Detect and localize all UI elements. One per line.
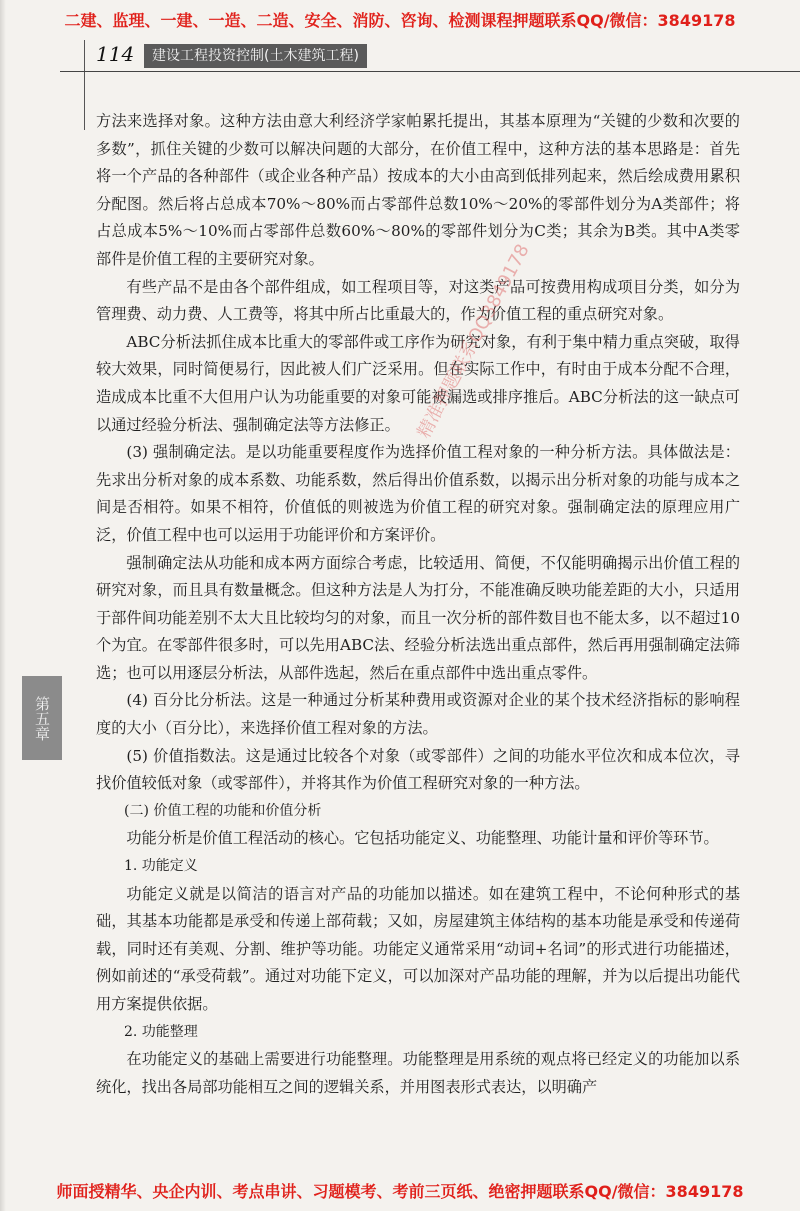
page-number: 114 — [96, 42, 135, 66]
paragraph-4: (3) 强制确定法。是以功能重要程度作为选择价值工程对象的一种分析方法。具体做法是：先求出分析对象的成本系数、功能系数，然后得出价值系数，以揭示出分析对象的功能与成本之间是否相符。如果不相符，价值低的则被选为价值工程的研究对象。强制确定法的原理应用广泛，价值工程中也可以运用于功能评价和方案评价。 — [96, 443, 740, 544]
paragraph-9: 功能定义就是以简洁的语言对产品的功能加以描述。如在建筑工程中，不论何种形式的基础，其基本功能都是承受和传递上部荷载；又如，房屋建筑主体结构的基本功能是承受和传递荷载，同时还有美观、分割、维护等功能。功能定义通常采用“动词+名词”的形式进行功能描述，例如前述的“承受荷载”。通过对功能下定义，可以加深对产品功能的理解，并为以后提出功能代用方案提供依据。 — [96, 884, 740, 1013]
header-rule — [60, 71, 800, 72]
bottom-ad-banner: 师面授精华、央企内训、考点串讲、习题模考、考前三页纸、绝密押题联系QQ/微信：3849178 — [56, 1182, 744, 1201]
subheading-function-definition: 1. 功能定义 — [124, 858, 198, 875]
chapter-tab: 第五章 — [22, 676, 62, 760]
page-edge-shadow — [0, 0, 6, 1211]
watermark-text: 精准押题联系QQ3849178 — [413, 240, 534, 442]
paragraph-3: ABC分析法抓住成本比重大的零部件或工序作为研究对象，有利于集中精力重点突破，取得较大效果，同时简便易行，因此被人们广泛采用。但在实际工作中，有时由于成本分配不合理，造成成本比重不大但用户认为功能重要的对象可能被漏选或排序推后。ABC分析法的这一缺点可以通过经验分析法、强制确定法等方法修正。 — [96, 332, 740, 434]
subheading-function-arrangement: 2. 功能整理 — [124, 1023, 198, 1040]
paragraph-5: 强制确定法从功能和成本两方面综合考虑，比较适用、简便，不仅能明确揭示出价值工程的研究对象，而且具有数量概念。但这种方法是人为打分，不能准确反映功能差距的大小，只适用于部件间功能差别不太大且比较均匀的对象，而且一次分析的部件数目也不能太多，以不超过10个为宜。在零部件很多时，可以先用ABC法、经验分析法选出重点部件，然后再用强制确定法筛选；也可以用逐层分析法，从部件选起，然后在重点部件中选出重点零件。 — [96, 553, 740, 682]
paragraph-8: 功能分析是价值工程活动的核心。它包括功能定义、功能整理、功能计量和评价等环节。 — [126, 829, 719, 848]
top-ad-banner: 二建、监理、一建、一造、二造、安全、消防、咨询、检测课程押题联系QQ/微信：3849178 — [64, 11, 736, 30]
body-text — [96, 108, 740, 1101]
paragraph-10: 在功能定义的基础上需要进行功能整理。功能整理是用系统的观点将已经定义的功能加以系统化，找出各局部功能相互之间的逻辑关系，并用图表形式表达，以明确产 — [96, 1050, 740, 1096]
paragraph-2: 有些产品不是由各个部件组成，如工程项目等，对这类产品可按费用构成项目分类，如分为管理费、动力费、人工费等，将其中所占比重最大的，作为价值工程的重点研究对象。 — [96, 277, 740, 324]
paragraph-6: (4) 百分比分析法。这是一种通过分析某种费用或资源对企业的某个技术经济指标的影响程度的大小（百分比），来选择价值工程对象的方法。 — [96, 691, 740, 738]
paragraph-1: 方法来选择对象。这种方法由意大利经济学家帕累托提出，其基本原理为“关键的少数和次要的多数”，抓住关键的少数可以解决问题的大部分，在价值工程中，这种方法的基本思路是：首先将一个产品的各种部件（或企业各种产品）按成本的大小由高到低排列起来，然后绘成费用累积分配图。然后将占总成本70%～80%而占零部件总数10%～20%的零部件划分为A类部件；将占总成本5%～10%而占零部件总数60%～80%的零部件划分为C类；其余为B类。其中A类零部件是价值工程的主要研究对象。 — [96, 112, 740, 268]
section-heading-2: (二) 价值工程的功能和价值分析 — [124, 802, 322, 819]
page-header — [60, 40, 800, 70]
paragraph-7: (5) 价值指数法。这是通过比较各个对象（或零部件）之间的功能水平位次和成本位次，寻找价值较低对象（或零部件），并将其作为价值工程研究对象的一种方法。 — [96, 746, 740, 793]
book-title: 建设工程投资控制(土木建筑工程) — [144, 44, 367, 68]
header-vertical-rule — [84, 40, 85, 130]
